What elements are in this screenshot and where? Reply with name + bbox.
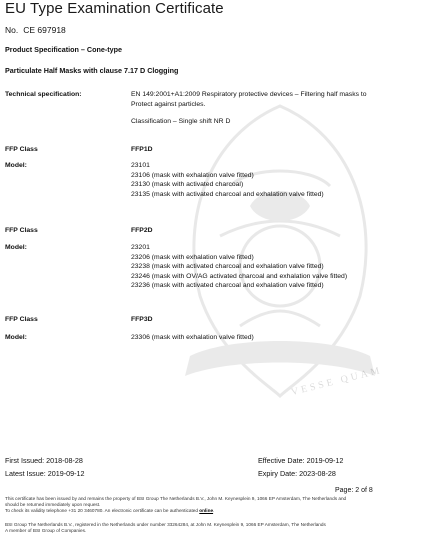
model-item: 23130 (mask with activated charcoal): [131, 181, 244, 189]
ffp-class-label: FFP Class: [5, 227, 38, 234]
product-specification: Product Specification – Cone-type: [5, 45, 123, 54]
ffp-class-value: FFP3D: [131, 316, 153, 323]
technical-spec-line: Protect against particles.: [131, 100, 206, 108]
latest-issue-label: Latest Issue:: [5, 468, 46, 478]
disclaimer: [5, 496, 417, 515]
certificate-number-label: No.: [5, 25, 19, 35]
model-item: 23246 (mask with OV/AG activated charcoal and exhalation valve fitted): [131, 272, 348, 280]
online-link[interactable]: online: [199, 508, 214, 514]
model-item: 23201: [131, 244, 150, 251]
model-label: Model:: [5, 162, 27, 169]
technical-spec-label: Technical specification:: [5, 91, 82, 98]
model-item: 23238 (mask with activated charcoal and exhalation valve fitted): [131, 263, 324, 271]
product-subtitle: Particulate Half Masks with clause 7.17 D Clogging: [5, 66, 179, 75]
effective-date-label: Effective Date:: [258, 456, 305, 465]
ffp-class-label: FFP Class: [5, 146, 38, 153]
model-list: [131, 243, 411, 291]
model-item: 23206 (mask with exhalation valve fitted): [131, 253, 254, 261]
disclaimer-line: This certificate has been issued by and remains the property of BSI Group The Netherlands B.V., John M. Keynesplein 9, 1066 EP Amsterdam, The Netherlands and: [5, 496, 347, 501]
ffp-class-label: FFP Class: [5, 316, 38, 323]
document-title: EU Type Examination Certificate: [5, 0, 224, 17]
issue-dates: [5, 455, 85, 480]
disclaimer-line: should be returned immediately upon request.: [5, 502, 101, 508]
disclaimer-line: [5, 508, 417, 514]
company-line: BSI Group The Netherlands B.V., registered in the Netherlands under number 33264284, at John M. Keynesplein 9, 1066 EP Amsterdam, The Netherlands: [5, 522, 326, 527]
page-number: Page: 2 of 8: [335, 487, 373, 494]
company-line: A member of BSI Group of Companies.: [5, 528, 87, 534]
certificate-number: [5, 25, 66, 35]
model-item: 23236 (mask with activated charcoal and exhalation valve fitted): [131, 282, 324, 290]
latest-issue: [5, 468, 85, 481]
expiry-date: [258, 468, 343, 481]
technical-spec-value: [131, 90, 411, 109]
first-issued-label: First Issued:: [5, 456, 45, 465]
model-item: 23106 (mask with exhalation valve fitted): [131, 171, 254, 179]
model-item: 23306 (mask with exhalation valve fitted): [131, 334, 254, 341]
model-list: [131, 333, 411, 343]
classification: Classification – Single shift NR D: [131, 118, 231, 125]
model-label: Model:: [5, 334, 27, 341]
ffp-class-value: FFP1D: [131, 146, 153, 153]
model-list: [131, 161, 411, 199]
company-info: [5, 522, 417, 534]
effective-date: [258, 455, 343, 468]
effective-date-value: 2019-09-12: [306, 456, 344, 465]
technical-spec-line: EN 149:2001+A1:2009 Respiratory protective devices – Filtering half masks to: [131, 91, 367, 98]
expiry-date-value: 2023-08-28: [299, 468, 336, 478]
model-label: Model:: [5, 244, 27, 251]
model-item: 23101: [131, 162, 150, 169]
disclaimer-text: To check its validity telephone +31 20 3460780. An electronic certificate can be authenticated: [5, 508, 200, 514]
expiry-date-label: Expiry Date:: [258, 468, 298, 478]
latest-issue-value: 2019-09-12: [47, 468, 85, 478]
first-issued-value: 2018-08-28: [46, 456, 83, 465]
certificate-number-value: CE 697918: [23, 25, 66, 35]
validity-dates: [258, 455, 343, 480]
first-issued: [5, 455, 85, 468]
disclaimer-text: .: [213, 508, 215, 514]
ffp-class-value: FFP2D: [131, 227, 153, 234]
model-item: 23135 (mask with activated charcoal and exhalation valve fitted): [131, 190, 324, 198]
watermark-motto: VESSE QUAM: [290, 364, 384, 399]
